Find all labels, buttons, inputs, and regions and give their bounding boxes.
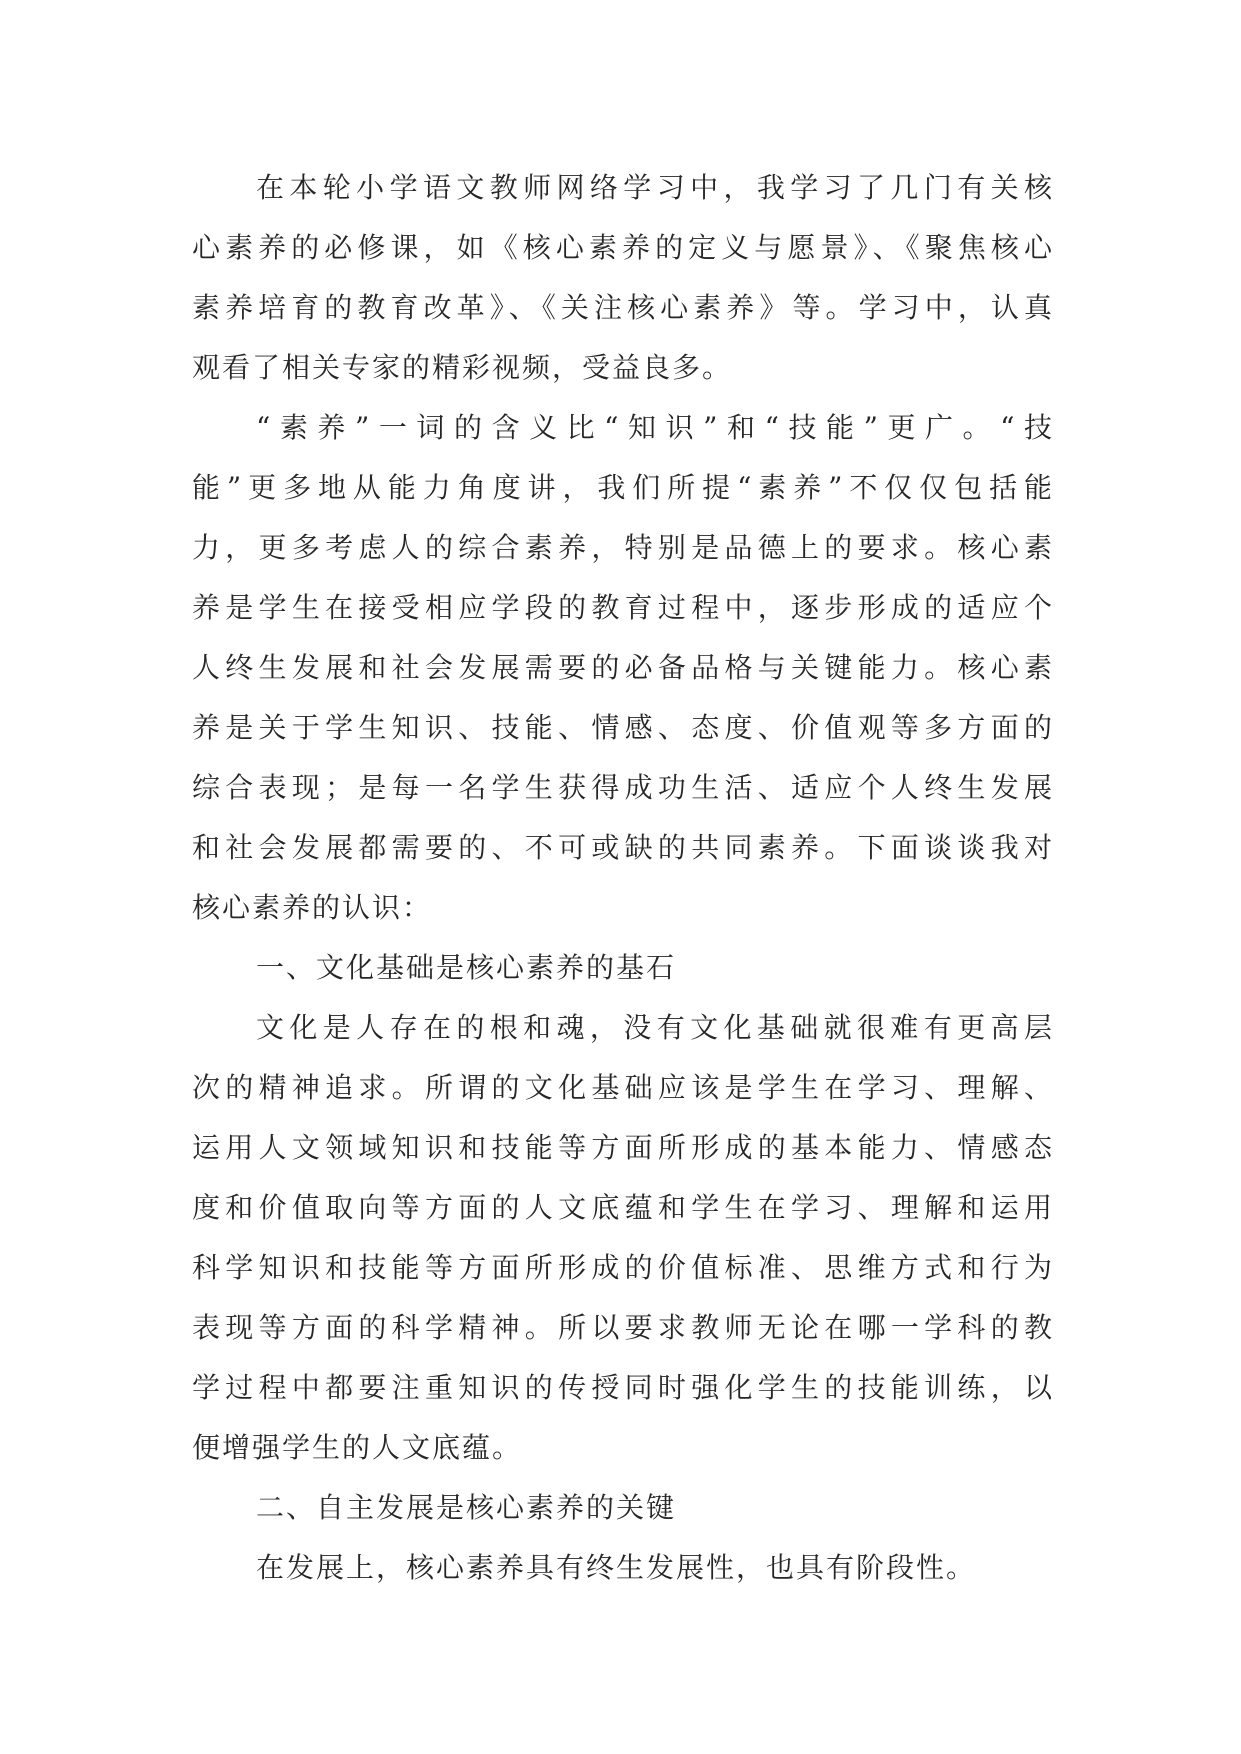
paragraph-1-line-1: 在本轮小学语文教师网络学习中，我学习了几门有关核 xyxy=(256,171,1054,204)
paragraph-2-line-7: 综合表现；是每一名学生获得成功生活、适应个人终生发展 xyxy=(192,771,1054,804)
paragraph-3-line-6: 表现等方面的科学精神。所以要求教师无论在哪一学科的教 xyxy=(192,1311,1054,1344)
paragraph-1-line-3: 素养培育的教育改革》、《关注核心素养》等。学习中，认真 xyxy=(192,291,1054,324)
paragraph-2-line-6: 养是关于学生知识、技能、情感、态度、价值观等多方面的 xyxy=(192,711,1054,744)
paragraph-1-line-4: 观看了相关专家的精彩视频，受益良多。 xyxy=(192,351,733,384)
paragraph-3-line-3: 运用人文领域知识和技能等方面所形成的基本能力、情感态 xyxy=(192,1131,1054,1164)
section-heading-1: 一、文化基础是核心素养的基石 xyxy=(256,951,677,984)
paragraph-3-line-4: 度和价值取向等方面的人文底蕴和学生在学习、理解和运用 xyxy=(192,1191,1054,1224)
paragraph-2-line-2: 能”更多地从能力角度讲，我们所提“素养”不仅仅包括能 xyxy=(192,471,1054,504)
paragraph-2-line-1: “素养”一词的含义比“知识”和“技能”更广。“技 xyxy=(256,411,1054,444)
document-body xyxy=(192,158,1054,1598)
paragraph-3-line-7: 学过程中都要注重知识的传授同时强化学生的技能训练，以 xyxy=(192,1371,1054,1404)
paragraph-2-line-3: 力，更多考虑人的综合素养，特别是品德上的要求。核心素 xyxy=(192,531,1054,564)
paragraph-4-line-1: 在发展上，核心素养具有终生发展性，也具有阶段性。 xyxy=(256,1551,977,1584)
paragraph-2-line-5: 人终生发展和社会发展需要的必备品格与关键能力。核心素 xyxy=(192,651,1054,684)
paragraph-3-line-1: 文化是人存在的根和魂，没有文化基础就很难有更高层 xyxy=(256,1011,1054,1044)
paragraph-2-line-8: 和社会发展都需要的、不可或缺的共同素养。下面谈谈我对 xyxy=(192,831,1054,864)
paragraph-1-line-2: 心素养的必修课，如《核心素养的定义与愿景》、《聚焦核心 xyxy=(192,231,1054,264)
section-heading-2: 二、自主发展是核心素养的关键 xyxy=(256,1491,677,1524)
paragraph-2-line-4: 养是学生在接受相应学段的教育过程中，逐步形成的适应个 xyxy=(192,591,1054,624)
paragraph-2-line-9: 核心素养的认识： xyxy=(192,891,433,924)
paragraph-3-line-5: 科学知识和技能等方面所形成的价值标准、思维方式和行为 xyxy=(192,1251,1054,1284)
paragraph-3-line-2: 次的精神追求。所谓的文化基础应该是学生在学习、理解、 xyxy=(192,1071,1054,1104)
paragraph-3-line-8: 便增强学生的人文底蕴。 xyxy=(192,1431,523,1464)
